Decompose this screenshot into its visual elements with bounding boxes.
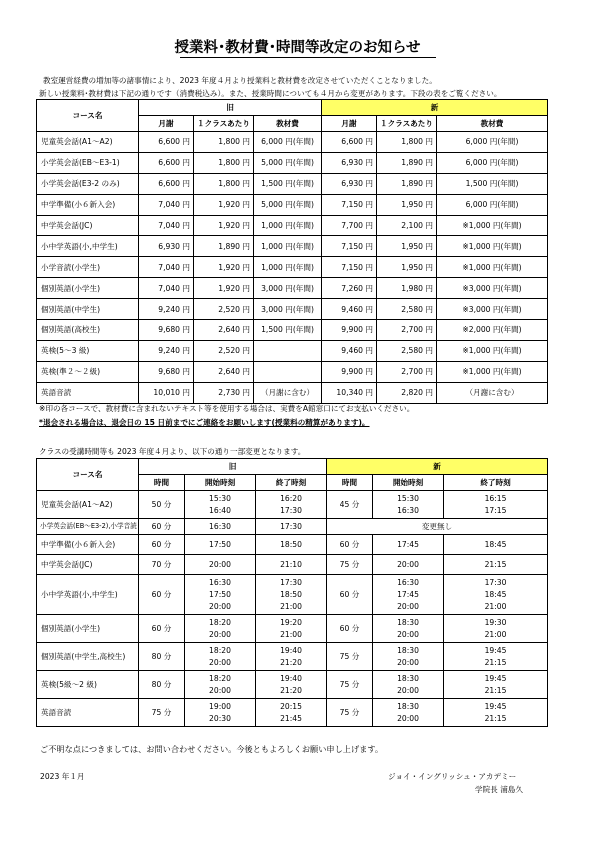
time-cell: 19:00 20:30: [185, 699, 256, 727]
time-old-header: 旧: [139, 459, 327, 475]
fee-subheader: 教材費: [254, 116, 322, 132]
fee-cell: ※1,000 円(年間): [437, 340, 548, 361]
closing-text: ご不明な点につきましては、お問い合わせください。今後ともよろしくお願い申し上げます。: [40, 744, 384, 754]
time-row: [37, 519, 548, 535]
fee-cell: 3,000 円(年間): [254, 278, 322, 299]
time-cell: 18:20 20:00: [185, 671, 256, 699]
fee-course-name: 英検(準２～２級): [37, 361, 139, 382]
fee-subheader: 月謝: [322, 116, 377, 132]
time-cell: 75 分: [327, 699, 373, 727]
fee-cell: 2,580 円: [377, 299, 437, 320]
fee-cell: 1,000 円(年間): [254, 257, 322, 278]
time-course-name: 英検(5級～2 級): [37, 671, 139, 699]
time-course-name: 小学英会話(EB～E3-2),小学音読: [37, 519, 139, 535]
time-cell: 75 分: [327, 671, 373, 699]
time-cell: 16:20 17:30: [256, 491, 327, 519]
time-row: [37, 491, 548, 519]
time-cell: 17:30: [256, 519, 327, 535]
fee-cell: 1,920 円: [194, 215, 254, 236]
time-cell: 18:30 20:00: [373, 643, 444, 671]
fee-cell: 2,100 円: [377, 215, 437, 236]
fee-cell: 1,800 円: [194, 152, 254, 173]
time-subheader: 開始時刻: [373, 475, 444, 491]
time-subheader: 時間: [139, 475, 185, 491]
fee-row: [37, 132, 548, 153]
time-cell: 18:20 20:00: [185, 615, 256, 643]
time-unchanged: 変更無し: [327, 519, 548, 535]
time-cell: 18:50: [256, 535, 327, 555]
fee-row: [37, 152, 548, 173]
fee-course-header: コース名: [37, 100, 139, 132]
fee-course-name: 小中学英語(小,中学生): [37, 236, 139, 257]
fee-cell: 6,600 円: [139, 173, 194, 194]
fee-cell: 7,040 円: [139, 194, 194, 215]
time-row: [37, 671, 548, 699]
fee-cell: ※2,000 円(年間): [437, 320, 548, 341]
fee-course-name: 英検(5～3 級): [37, 340, 139, 361]
time-cell: 17:30 18:50 21:00: [256, 575, 327, 615]
time-cell: 21:15: [444, 555, 548, 575]
time-cell: 18:30 20:00: [373, 615, 444, 643]
time-cell: 16:30 17:50 20:00: [185, 575, 256, 615]
fee-cell: 6,000 円(年間): [254, 132, 322, 153]
time-cell: 19:20 21:00: [256, 615, 327, 643]
time-cell: 20:15 21:45: [256, 699, 327, 727]
fee-course-name: 小学音読(小学生): [37, 257, 139, 278]
time-cell: 19:45 21:15: [444, 699, 548, 727]
time-cell: 18:30 20:00: [373, 699, 444, 727]
fee-cell: 6,930 円: [322, 152, 377, 173]
signer-name: 学院長 浦島久: [475, 785, 523, 794]
time-intro-text: クラスの受講時間等も 2023 年度４月より、以下の通り一部変更となります。: [39, 447, 306, 456]
fee-cell: 1,890 円: [377, 173, 437, 194]
fee-cell: 1,950 円: [377, 194, 437, 215]
fee-cell: 9,900 円: [322, 361, 377, 382]
fee-subheader: １クラスあたり: [377, 116, 437, 132]
fee-subheader: 月謝: [139, 116, 194, 132]
time-cell: 16:30: [185, 519, 256, 535]
time-subheader: 時間: [327, 475, 373, 491]
fee-course-name: 小学英会話(EB～E3-1): [37, 152, 139, 173]
time-cell: 21:10: [256, 555, 327, 575]
fee-cell: 6,000 円(年間): [437, 194, 548, 215]
time-cell: 80 分: [139, 643, 185, 671]
fee-cell: 2,700 円: [377, 320, 437, 341]
note-withdrawal: *退会される場合は、退会日の 15 日前までにご連絡をお願いします(授業料の精算があります)。: [39, 418, 370, 427]
fee-row: [37, 215, 548, 236]
time-row: [37, 699, 548, 727]
title-underline: [180, 57, 436, 58]
time-cell: 16:30 17:45 20:00: [373, 575, 444, 615]
time-subheader: 開始時刻: [185, 475, 256, 491]
fee-cell: 9,240 円: [139, 340, 194, 361]
fee-cell: 2,700 円: [377, 361, 437, 382]
time-cell: 50 分: [139, 491, 185, 519]
time-cell: 20:00: [185, 555, 256, 575]
fee-cell: ※1,000 円(年間): [437, 361, 548, 382]
fee-cell: 6,600 円: [139, 132, 194, 153]
fee-course-name: 中学英会話(JC): [37, 215, 139, 236]
time-new-header: 新: [327, 459, 548, 475]
fee-cell: 1,800 円: [377, 132, 437, 153]
fee-cell: 9,240 円: [139, 299, 194, 320]
time-cell: 17:45: [373, 535, 444, 555]
fee-course-name: 個別英語(小学生): [37, 278, 139, 299]
fee-cell: ※3,000 円(年間): [437, 278, 548, 299]
time-row: [37, 555, 548, 575]
fee-row: [37, 382, 548, 403]
fee-cell: 1,500 円(年間): [254, 320, 322, 341]
time-row: [37, 615, 548, 643]
fee-subheader: １クラスあたり: [194, 116, 254, 132]
fee-table: [36, 99, 548, 404]
time-cell: 45 分: [327, 491, 373, 519]
fee-cell: ※1,000 円(年間): [437, 257, 548, 278]
fee-cell: 1,800 円: [194, 173, 254, 194]
fee-cell: 10,010 円: [139, 382, 194, 403]
fee-cell: 7,040 円: [139, 257, 194, 278]
fee-cell: 7,150 円: [322, 257, 377, 278]
time-cell: 60 分: [327, 535, 373, 555]
time-cell: 60 分: [139, 615, 185, 643]
time-subheader: 終了時刻: [256, 475, 327, 491]
fee-cell: 7,700 円: [322, 215, 377, 236]
fee-cell: 3,000 円(年間): [254, 299, 322, 320]
fee-cell: ※1,000 円(年間): [437, 236, 548, 257]
time-row: [37, 535, 548, 555]
time-course-name: 児童英会話(A1～A2): [37, 491, 139, 519]
time-row: [37, 575, 548, 615]
fee-course-name: 英語音読: [37, 382, 139, 403]
time-course-name: 個別英語(小学生): [37, 615, 139, 643]
fee-subheader: 教材費: [437, 116, 548, 132]
time-cell: 60 分: [139, 519, 185, 535]
fee-row: [37, 299, 548, 320]
fee-cell: 1,950 円: [377, 236, 437, 257]
time-cell: 60 分: [139, 535, 185, 555]
fee-row: [37, 194, 548, 215]
fee-cell: 2,520 円: [194, 299, 254, 320]
fee-course-name: 個別英語(高校生): [37, 320, 139, 341]
fee-cell: 7,040 円: [139, 278, 194, 299]
organization-name: ジョイ・イングリッシュ・アカデミー: [388, 772, 517, 781]
fee-cell: 10,340 円: [322, 382, 377, 403]
time-course-name: 小中学英語(小,中学生): [37, 575, 139, 615]
time-cell: 75 分: [327, 643, 373, 671]
fee-row: [37, 320, 548, 341]
fee-cell: 7,260 円: [322, 278, 377, 299]
fee-cell: 1,890 円: [377, 152, 437, 173]
time-cell: 19:30 21:00: [444, 615, 548, 643]
time-cell: 70 分: [139, 555, 185, 575]
fee-row: [37, 278, 548, 299]
fee-course-name: 児童英会話(A1～A2): [37, 132, 139, 153]
time-course-name: 中学英会話(JC): [37, 555, 139, 575]
fee-cell: 1,500 円(年間): [437, 173, 548, 194]
fee-row: [37, 361, 548, 382]
fee-cell: 6,930 円: [322, 173, 377, 194]
time-course-header: コース名: [37, 459, 139, 491]
time-cell: 18:20 20:00: [185, 643, 256, 671]
fee-cell: 1,500 円(年間): [254, 173, 322, 194]
time-cell: 19:45 21:15: [444, 671, 548, 699]
fee-cell: 2,640 円: [194, 320, 254, 341]
time-cell: 15:30 16:40: [185, 491, 256, 519]
fee-cell: 5,000 円(年間): [254, 152, 322, 173]
fee-cell: 2,820 円: [377, 382, 437, 403]
fee-cell: 1,980 円: [377, 278, 437, 299]
fee-cell: [254, 340, 322, 361]
time-cell: 18:45: [444, 535, 548, 555]
fee-cell: 6,930 円: [139, 236, 194, 257]
fee-cell: 6,600 円: [139, 152, 194, 173]
fee-cell: 9,460 円: [322, 299, 377, 320]
time-course-name: 個別英語(中学生,高校生): [37, 643, 139, 671]
fee-row: [37, 173, 548, 194]
fee-row: [37, 236, 548, 257]
time-cell: 16:15 17:15: [444, 491, 548, 519]
fee-cell: 2,580 円: [377, 340, 437, 361]
fee-cell: [254, 361, 322, 382]
fee-row: [37, 340, 548, 361]
fee-cell: 2,640 円: [194, 361, 254, 382]
fee-cell: 1,920 円: [194, 194, 254, 215]
fee-cell: ※3,000 円(年間): [437, 299, 548, 320]
fee-cell: 1,000 円(年間): [254, 215, 322, 236]
fee-cell: 9,900 円: [322, 320, 377, 341]
issue-date: 2023 年１月: [40, 772, 85, 781]
time-cell: 19:45 21:15: [444, 643, 548, 671]
fee-cell: 1,890 円: [194, 236, 254, 257]
time-course-name: 中学準備(小６新入会): [37, 535, 139, 555]
time-cell: 60 分: [139, 575, 185, 615]
intro-text-1: 教室運営経費の増加等の諸事情により、2023 年度４月より授業料と教材費を改定させていただくことなりました。: [43, 76, 437, 85]
fee-cell: 9,680 円: [139, 320, 194, 341]
time-table: [36, 458, 548, 727]
time-cell: 60 分: [327, 615, 373, 643]
fee-cell: 1,950 円: [377, 257, 437, 278]
note-materials: ※印の各コースで、教材費に含まれないテキスト等を使用する場合は、実費をA館窓口にてお支払いください。: [39, 404, 415, 413]
fee-cell: 6,600 円: [322, 132, 377, 153]
fee-cell: 7,040 円: [139, 215, 194, 236]
time-course-name: 英語音読: [37, 699, 139, 727]
time-cell: 18:30 20:00: [373, 671, 444, 699]
time-row: [37, 643, 548, 671]
fee-cell: 9,460 円: [322, 340, 377, 361]
fee-cell: 6,000 円(年間): [437, 132, 548, 153]
time-subheader: 終了時刻: [444, 475, 548, 491]
fee-old-header: 旧: [139, 100, 322, 116]
fee-cell: 1,920 円: [194, 278, 254, 299]
time-cell: 80 分: [139, 671, 185, 699]
fee-new-header: 新: [322, 100, 548, 116]
fee-cell: （月謝に含む）: [254, 382, 322, 403]
intro-text-2: 新しい授業料･教材費は下記の通りです（消費税込み）。また、授業時間についても４月から変更があります。下段の表をご覧ください。: [39, 89, 502, 98]
fee-cell: 2,730 円: [194, 382, 254, 403]
time-cell: 20:00: [373, 555, 444, 575]
time-cell: 75 分: [139, 699, 185, 727]
fee-cell: 7,150 円: [322, 236, 377, 257]
fee-cell: ※1,000 円(年間): [437, 215, 548, 236]
time-cell: 17:30 18:45 21:00: [444, 575, 548, 615]
time-cell: 75 分: [327, 555, 373, 575]
fee-course-name: 個別英語(中学生): [37, 299, 139, 320]
fee-cell: 2,520 円: [194, 340, 254, 361]
fee-cell: 5,000 円(年間): [254, 194, 322, 215]
time-cell: 19:40 21:20: [256, 671, 327, 699]
fee-row: [37, 257, 548, 278]
fee-cell: 1,920 円: [194, 257, 254, 278]
page-title: 授業料･教材費･時間等改定のお知らせ: [174, 40, 421, 56]
time-cell: 60 分: [327, 575, 373, 615]
time-cell: 19:40 21:20: [256, 643, 327, 671]
fee-cell: （月謝に含む）: [437, 382, 548, 403]
fee-course-name: 小学英会話(E3-2 のみ): [37, 173, 139, 194]
fee-cell: 7,150 円: [322, 194, 377, 215]
fee-course-name: 中学準備(小６新入会): [37, 194, 139, 215]
fee-cell: 6,000 円(年間): [437, 152, 548, 173]
fee-cell: 9,680 円: [139, 361, 194, 382]
time-cell: 15:30 16:30: [373, 491, 444, 519]
fee-cell: 1,000 円(年間): [254, 236, 322, 257]
time-cell: 17:50: [185, 535, 256, 555]
fee-cell: 1,800 円: [194, 132, 254, 153]
